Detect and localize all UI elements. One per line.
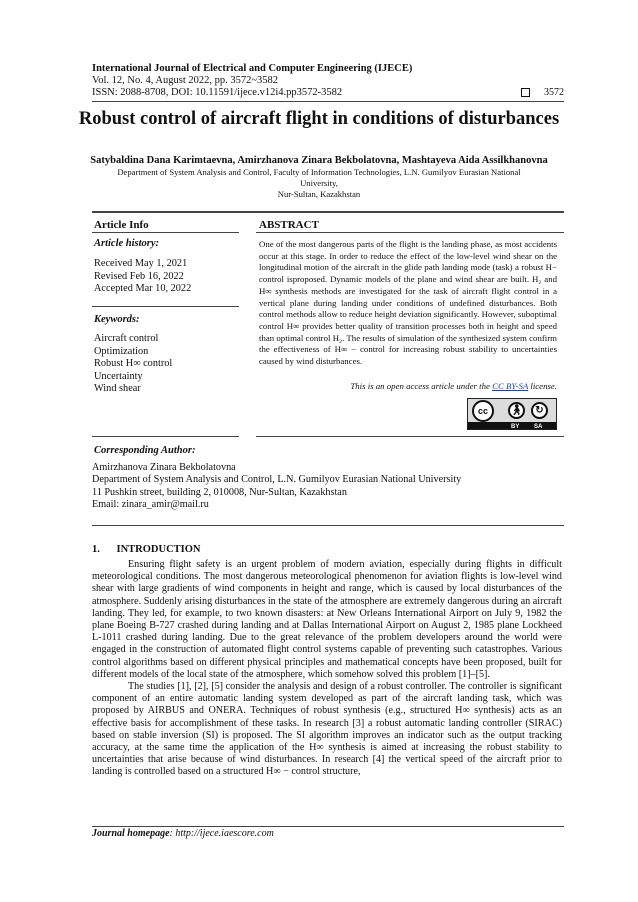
- received-date: Received May 1, 2021: [94, 258, 188, 269]
- page-number-group: [521, 87, 564, 98]
- abstract-bottom-rule: [256, 436, 564, 437]
- keywords-heading: Keywords:: [94, 314, 140, 325]
- homepage-label: Journal homepage: [92, 828, 170, 839]
- corresponding-author-heading: Corresponding Author:: [94, 445, 196, 456]
- person-attribution-icon: 🚶︎: [508, 402, 525, 419]
- intro-body: [92, 559, 562, 779]
- author-email: Email: zinara_amir@mail.ru: [92, 499, 209, 511]
- affiliation-line-1: Department of System Analysis and Control, Faculty of Information Technologies, L.N. Gumilyov Eurasian National University,: [117, 167, 521, 188]
- page-number: 3572: [544, 87, 564, 98]
- journal-name: International Journal of Electrical and Computer Engineering (IJECE): [92, 63, 413, 74]
- footer-rule: [92, 826, 564, 827]
- open-access-note: [259, 381, 557, 391]
- badge-by-label: BY: [511, 424, 520, 430]
- article-info-rule: [92, 232, 239, 233]
- paper-authors: Satybaldina Dana Karimtaevna, Amirzhanova Zinara Bekbolatovna, Mashtayeva Aida Assilkhanovna: [90, 155, 548, 166]
- info-top-rule: [92, 211, 564, 213]
- open-access-suffix: license.: [528, 381, 557, 391]
- keyword-item: Robust H∞ control: [94, 358, 173, 369]
- intro-heading-number: 1.: [92, 544, 100, 555]
- corresponding-rule: [92, 525, 564, 526]
- header-rule: [92, 101, 564, 102]
- cc-logo-icon: cc: [472, 400, 494, 422]
- paper-title: Robust control of aircraft flight in conditions of disturbances: [78, 109, 560, 129]
- author-name: Amirzhanova Zinara Bekbolatovna: [92, 462, 236, 473]
- affiliation: [100, 167, 538, 200]
- keyword-item: Uncertainty: [94, 370, 143, 382]
- revised-date: Revised Feb 16, 2022: [94, 270, 184, 282]
- author-department: Department of System Analysis and Control, L.N. Gumilyov Eurasian National University: [92, 474, 462, 486]
- intro-heading: [92, 544, 201, 555]
- homepage-url[interactable]: http://ijece.iaescore.com: [175, 828, 274, 839]
- abstract-text: One of the most dangerous parts of the flight is the landing phase, as most accidents occur at this stage. In order to reduce the effect of the low-level wind shear on the longitudinal motion of the aircraft in the glide path landing mode (task) a robust H− control isproposed. Dynamic models of the plane and wind shear are built. H₂ and H∞ synthesis methods are investigated for the task of aircraft flight control in a vertical plane during landing under conditions of undefined disturbances. Both control methods allow to reduce height deviation significantly. However, suboptimal control H∞ provides better quality of transition processes both in height and speed than optimal control H₂. The results of simulation of the synthesized system confirm the effectiveness of H∞ − control for increasing robust stability to uncertainties caused by wind disturbances.: [259, 239, 557, 367]
- badge-sa-label: SA: [534, 424, 543, 430]
- homepage-sep: :: [169, 828, 176, 839]
- intro-paragraph-2: The studies [1], [2], [5] consider the analysis and design of a robust controller. The controller is significant component of an entire automatic landing system developed as part of the aircraft landing task, which was proposed by AIRBUS and ONERA. Techniques of robust synthesis (e.g., structured H∞ synthesis) acts as an effective basis for accomplishment of these tasks. In research [3] a robust automatic landing controller (SIRAC) based on stable inversion (SI) is proposed. The SI algorithm improves an indicator such as the output tracking accuracy, at the same time the application of the H∞ synthesis is aimed at increasing the robust stability to uncertainties that arise because of wind disturbances. In research [4] the vertical speed of the aircraft prior to landing is controlled based on a structured H∞ − control structure,: [92, 681, 562, 778]
- open-access-prefix: This is an open access article under the: [350, 381, 493, 391]
- article-history: [94, 258, 191, 296]
- keyword-item: Aircraft control: [94, 333, 159, 344]
- cc-by-sa-badge[interactable]: [467, 398, 557, 430]
- intro-heading-text: INTRODUCTION: [116, 544, 201, 555]
- journal-homepage: [92, 828, 274, 839]
- abstract-rule: [256, 232, 564, 233]
- article-history-heading: Article history:: [94, 238, 160, 249]
- keywords-list: [94, 333, 172, 396]
- intro-paragraph-1: Ensuring flight safety is an urgent problem of modern aviation, especially during flights in difficult meteorological conditions. The most dangerous meteorological phenomenon for aviation flights is low-level wind shear with large gradients of wind components in height and range, which is caused by local disturbances of the atmosphere. Suddenly arising disturbances in the state of the atmosphere are extremely dangerous during an aircraft landing. They led, for example, to two known disasters: at New Orleans International Airport on July 9, 1982 the plane Boeing B-727 crashed during landing and at Dallas International Airport on August 2, 1985 plane Lockheed L-1011 crashed during landing. Due to the great relevance of the problem developers around the world were engaged in the construction of automated flight control systems capable of preventing such catastrophes. Various control algorithms based on different physical principles and mathematical concepts have been proposed, built for different models of the local state of the atmosphere, which somehow solved this problem [1]–[5].: [92, 559, 562, 680]
- abstract-heading: ABSTRACT: [259, 219, 319, 231]
- article-info-heading: Article Info: [94, 219, 149, 231]
- keyword-item: Wind shear: [94, 383, 141, 394]
- keywords-rule: [92, 436, 239, 437]
- share-alike-icon: ↻: [531, 402, 548, 419]
- corresponding-author: [92, 462, 461, 512]
- affiliation-line-2: Nur-Sultan, Kazakhstan: [277, 189, 361, 199]
- accepted-date: Accepted Mar 10, 2022: [94, 283, 192, 294]
- history-rule: [92, 306, 239, 307]
- journal-volume: Vol. 12, No. 4, August 2022, pp. 3572~3582: [92, 75, 279, 86]
- checkbox-square-icon: [521, 88, 530, 97]
- keyword-item: Optimization: [94, 345, 149, 357]
- author-address: 11 Pushkin street, building 2, 010008, Nur-Sultan, Kazakhstan: [92, 486, 347, 498]
- license-link[interactable]: CC BY-SA: [492, 381, 529, 391]
- journal-issn: ISSN: 2088-8708, DOI: 10.11591/ijece.v12i4.pp3572-3582: [92, 87, 343, 98]
